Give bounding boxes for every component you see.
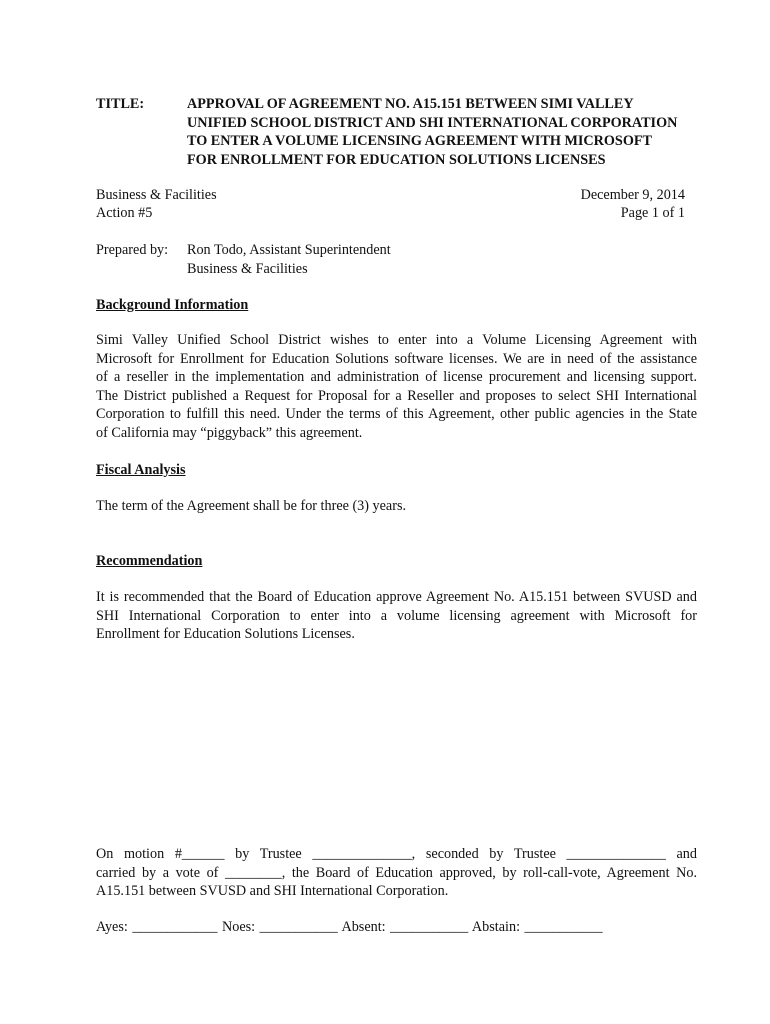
preparer-name: Ron Todo, Assistant Superintendent	[187, 242, 391, 258]
prepared-by	[96, 241, 391, 278]
recommendation-paragraph	[96, 588, 697, 644]
prepared-by-label: Prepared by:	[96, 242, 169, 258]
title-line: APPROVAL OF AGREEMENT NO. A15.151 BETWEEN SIMI VALLEY	[187, 96, 634, 112]
paragraph-line: The District published a Request for Proposal for a Reseller and proposes to select SHI International	[96, 387, 697, 404]
title-text	[187, 95, 696, 169]
paragraph-line: of California may “piggyback” this agreement.	[96, 424, 363, 441]
background-heading: Background Information	[96, 297, 249, 313]
fiscal-heading: Fiscal Analysis	[96, 462, 186, 478]
paragraph-line: SHI International Corporation to enter into a volume licensing agreement with Microsoft for	[96, 607, 697, 624]
meta-row-1	[96, 186, 685, 205]
paragraph-line: Corporation to fulfill this need. Under the terms of this Agreement, other public agencies in the State	[96, 406, 697, 422]
meta-row-2	[96, 204, 685, 223]
paragraph-line: Simi Valley Unified School District wishes to enter into a Volume Licensing Agreement with	[96, 332, 697, 348]
title-block	[96, 95, 696, 169]
motion-paragraph	[96, 845, 697, 901]
paragraph-line: On motion #______ by Trustee ______________, seconded by Trustee ______________ and	[96, 846, 697, 862]
prepared-by-details	[187, 241, 391, 278]
date-text: December 9, 2014	[580, 187, 685, 203]
title-line: UNIFIED SCHOOL DISTRICT AND SHI INTERNATIONAL CORPORATION	[187, 114, 678, 131]
page-number: Page 1 of 1	[620, 205, 685, 221]
preparer-department: Business & Facilities	[187, 260, 308, 277]
vote-tally: Ayes: ____________ Noes: ___________ Absent: ___________ Abstain: ___________	[96, 919, 603, 935]
paragraph-line: of a reseller in the implementation and administration of license procurement and licensing support.	[96, 369, 697, 385]
title-label: TITLE:	[96, 96, 145, 112]
title-line: FOR ENROLLMENT FOR EDUCATION SOLUTIONS LICENSES	[187, 151, 606, 168]
paragraph-line: It is recommended that the Board of Education approve Agreement No. A15.151 between SVUSD and	[96, 589, 697, 605]
action-number: Action #5	[96, 205, 153, 221]
title-line: TO ENTER A VOLUME LICENSING AGREEMENT WITH MICROSOFT	[187, 133, 652, 149]
recommendation-heading: Recommendation	[96, 553, 203, 569]
background-paragraph	[96, 331, 697, 442]
paragraph-line: carried by a vote of ________, the Board of Education approved, by roll-call-vote, Agreement No.	[96, 864, 697, 881]
fiscal-paragraph: The term of the Agreement shall be for three (3) years.	[96, 498, 407, 514]
paragraph-line: A15.151 between SVUSD and SHI International Corporation.	[96, 883, 449, 899]
department-text: Business & Facilities	[96, 187, 217, 203]
paragraph-line: Enrollment for Education Solutions Licenses.	[96, 626, 355, 642]
paragraph-line: Microsoft for Enrollment for Education Solutions software licenses. We are in need of the assistance	[96, 350, 697, 367]
